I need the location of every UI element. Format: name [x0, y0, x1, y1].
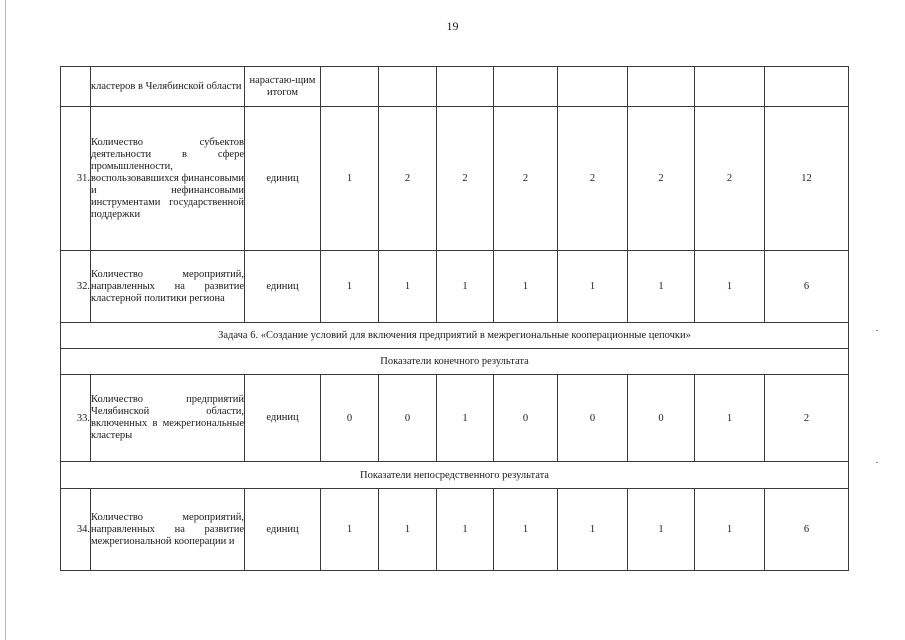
row-number: 32.: [61, 251, 91, 323]
value-cell: 0: [628, 375, 695, 462]
page-number: 19: [446, 19, 459, 33]
unit-cell: единиц: [245, 107, 321, 251]
table-row: [61, 489, 849, 571]
value-cell: 0: [494, 375, 558, 462]
unit-cell: единиц: [245, 375, 321, 462]
row-number: 34.: [61, 489, 91, 571]
section-header-row: [61, 349, 849, 375]
value-cell: 1: [321, 251, 379, 323]
value-cell: [437, 67, 494, 107]
row-number: 33.: [61, 375, 91, 462]
value-cell: 0: [321, 375, 379, 462]
task-header-row: [61, 323, 849, 349]
value-cell: 1: [628, 251, 695, 323]
total-cell: 6: [765, 251, 849, 323]
indicator-name: кластеров в Челябинской области: [91, 67, 245, 107]
value-cell: 1: [494, 489, 558, 571]
total-cell: 6: [765, 489, 849, 571]
total-cell: 12: [765, 107, 849, 251]
value-cell: 2: [437, 107, 494, 251]
table-row: [61, 251, 849, 323]
table-row: [61, 375, 849, 462]
value-cell: 1: [437, 489, 494, 571]
value-cell: [558, 67, 628, 107]
indicator-name: Количество предприятий Челябинской области, включенных в межрегиональные кластеры: [91, 375, 245, 462]
value-cell: 1: [379, 489, 437, 571]
value-cell: [321, 67, 379, 107]
value-cell: 2: [379, 107, 437, 251]
table-row: [61, 67, 849, 107]
section-header-row: [61, 462, 849, 489]
value-cell: 1: [628, 489, 695, 571]
value-cell: 2: [558, 107, 628, 251]
value-cell: 1: [695, 375, 765, 462]
indicator-name: Количество мероприятий, направленных на развитие межрегиональной кооперации и: [91, 489, 245, 571]
value-cell: 0: [558, 375, 628, 462]
value-cell: 1: [695, 489, 765, 571]
unit-cell: единиц: [245, 489, 321, 571]
value-cell: 1: [494, 251, 558, 323]
value-cell: [379, 67, 437, 107]
value-cell: 2: [695, 107, 765, 251]
section-header-direct: Показатели непосредственного результата: [61, 462, 849, 489]
value-cell: 1: [321, 489, 379, 571]
scan-speck: [876, 330, 878, 331]
unit-cell: нарастаю-щим итогом: [245, 67, 321, 107]
table-row: [61, 107, 849, 251]
row-number: [61, 67, 91, 107]
page-left-edge-line: [5, 0, 6, 640]
value-cell: 1: [558, 489, 628, 571]
value-cell: 1: [379, 251, 437, 323]
value-cell: 1: [321, 107, 379, 251]
value-cell: 1: [437, 251, 494, 323]
value-cell: 2: [494, 107, 558, 251]
value-cell: [695, 67, 765, 107]
indicator-name: Количество мероприятий, направленных на развитие кластерной политики региона: [91, 251, 245, 323]
row-number: 31.: [61, 107, 91, 251]
scan-speck: [876, 462, 878, 463]
value-cell: [628, 67, 695, 107]
unit-cell: единиц: [245, 251, 321, 323]
total-cell: 2: [765, 375, 849, 462]
total-cell: [765, 67, 849, 107]
value-cell: 2: [628, 107, 695, 251]
section-header-final: Показатели конечного результата: [61, 349, 849, 375]
indicators-table: [60, 66, 849, 571]
value-cell: 1: [437, 375, 494, 462]
task-header: Задача 6. «Создание условий для включения предприятий в межрегиональные кооперационные цепочки»: [61, 323, 849, 349]
value-cell: [494, 67, 558, 107]
value-cell: 1: [695, 251, 765, 323]
indicator-name: Количество субъектов деятельности в сфере промышленности, воспользовавшихся финансовыми и нефинансовыми инструментами государственной поддержки: [91, 107, 245, 251]
value-cell: 1: [558, 251, 628, 323]
value-cell: 0: [379, 375, 437, 462]
